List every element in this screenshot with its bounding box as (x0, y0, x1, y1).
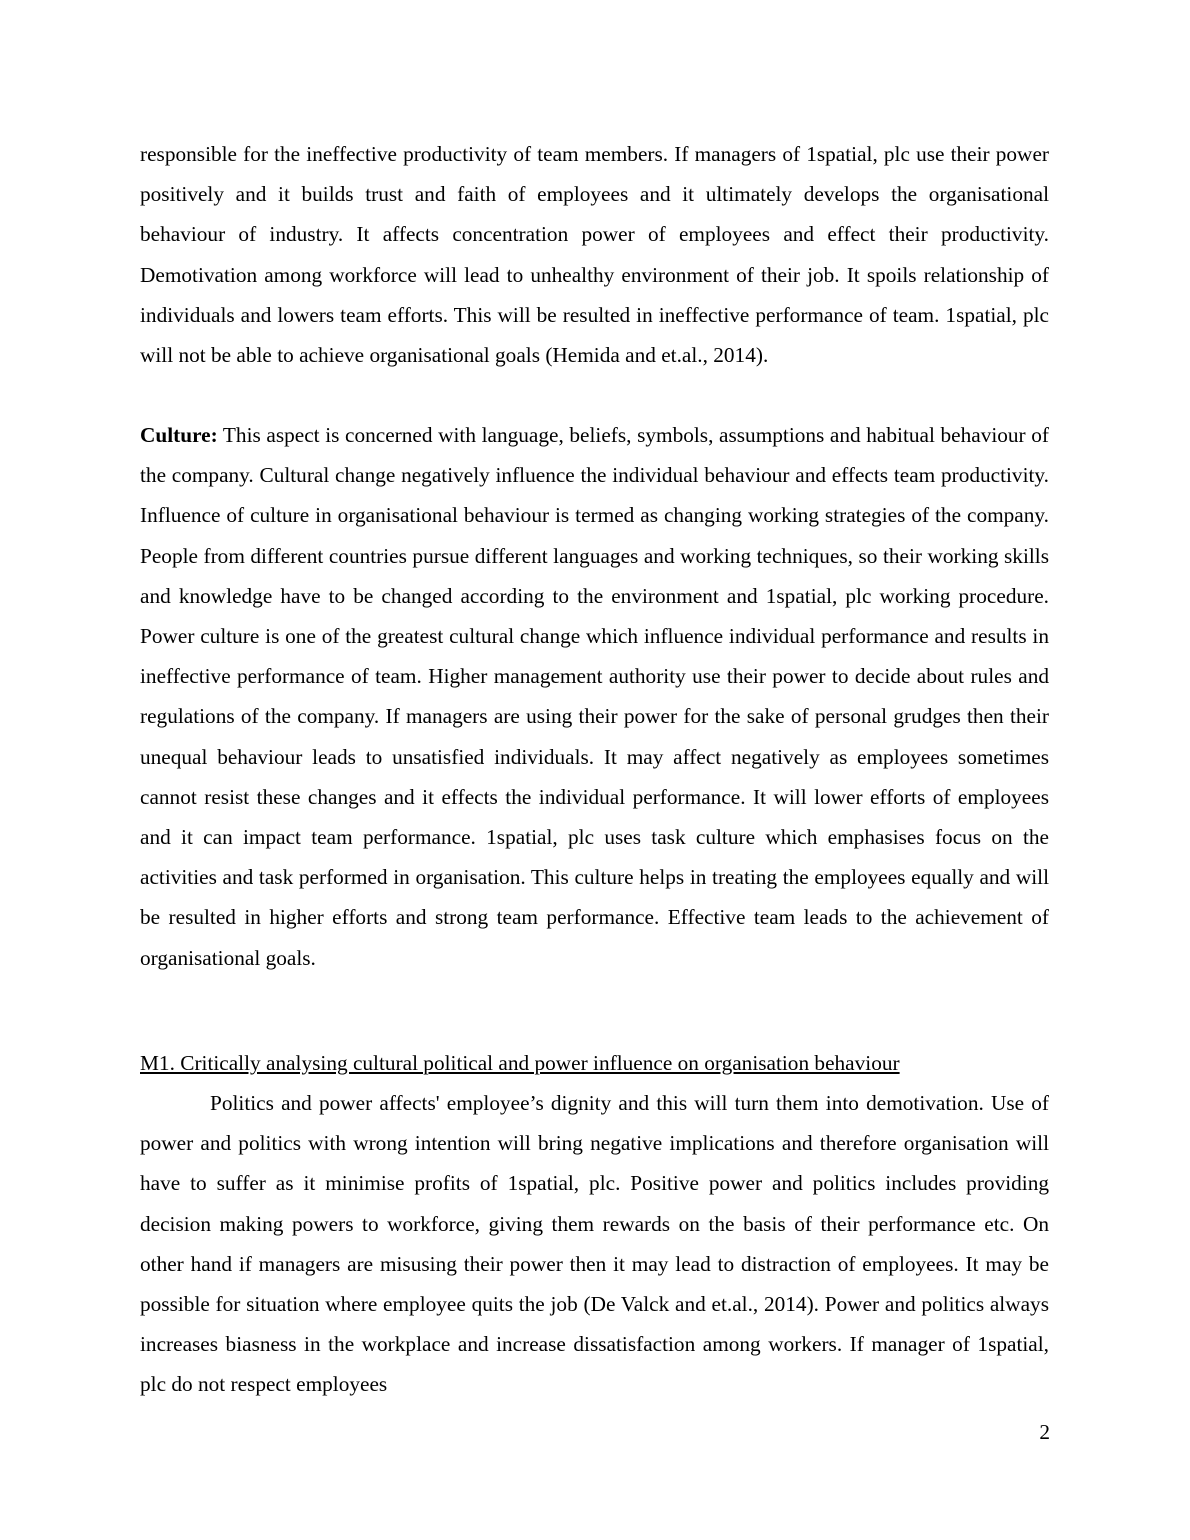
paragraph-power-influence: responsible for the ineffective productivity of team members. If managers of 1spatial, plc use their power positively and it builds trust and faith of employees and it ultimately develops the organisational behaviour of industry. It affects concentration power of employees and effect their productivity. Demotivation among workforce will lead to unhealthy environment of their job. It spoils relationship of individuals and lowers team efforts. This will be resulted in ineffective performance of team. 1spatial, plc will not be able to achieve organisational goals (Hemida and et.al., 2014). (140, 142, 1049, 368)
page-number: 2 (1039, 1420, 1050, 1444)
culture-text: This aspect is concerned with language, beliefs, symbols, assumptions and habitual behaviour of the company. Cultural change negatively influence the individual behaviour and effects team productivity. Influence of culture in organisational behaviour is termed as changing working strategies of the company. People from different countries pursue different languages and working techniques, so their working skills and knowledge have to be changed according to the environment and 1spatial, plc working procedure. Power culture is one of the greatest cultural change which influence individual performance and results in ineffective performance of team. Higher management authority use their power to decide about rules and regulations of the company. If managers are using their power for the sake of personal grudges then their unequal behaviour leads to unsatisfied individuals. It may affect negatively as employees sometimes cannot resist these changes and it effects the individual performance. It will lower efforts of employees and it can impact team performance. 1spatial, plc uses task culture which emphasises focus on the activities and task performed in organisation. This culture helps in treating the employees equally and will be resulted in higher efforts and strong team performance. Effective team leads to the achievement of organisational goals. (140, 423, 1049, 970)
paragraph-politics-power: Politics and power affects' employee’s dignity and this will turn them into demotivation. Use of power and politics with wrong intention will bring negative implications and therefore organisation will have to suffer as it minimise profits of 1spatial, plc. Positive power and politics includes providing decision making powers to workforce, giving them rewards on the basis of their performance etc. On other hand if managers are misusing their power then it may lead to distraction of employees. It may be possible for situation where employee quits the job (De Valck and et.al., 2014). Power and politics always increases biasness in the workplace and increase dissatisfaction among workers. If manager of 1spatial, plc do not respect employees (140, 1091, 1049, 1397)
paragraph-culture (140, 415, 1049, 978)
culture-label: Culture: (140, 423, 218, 447)
section-heading-m1: M1. Critically analysing cultural political and power influence on organisation behaviour (140, 1051, 900, 1075)
